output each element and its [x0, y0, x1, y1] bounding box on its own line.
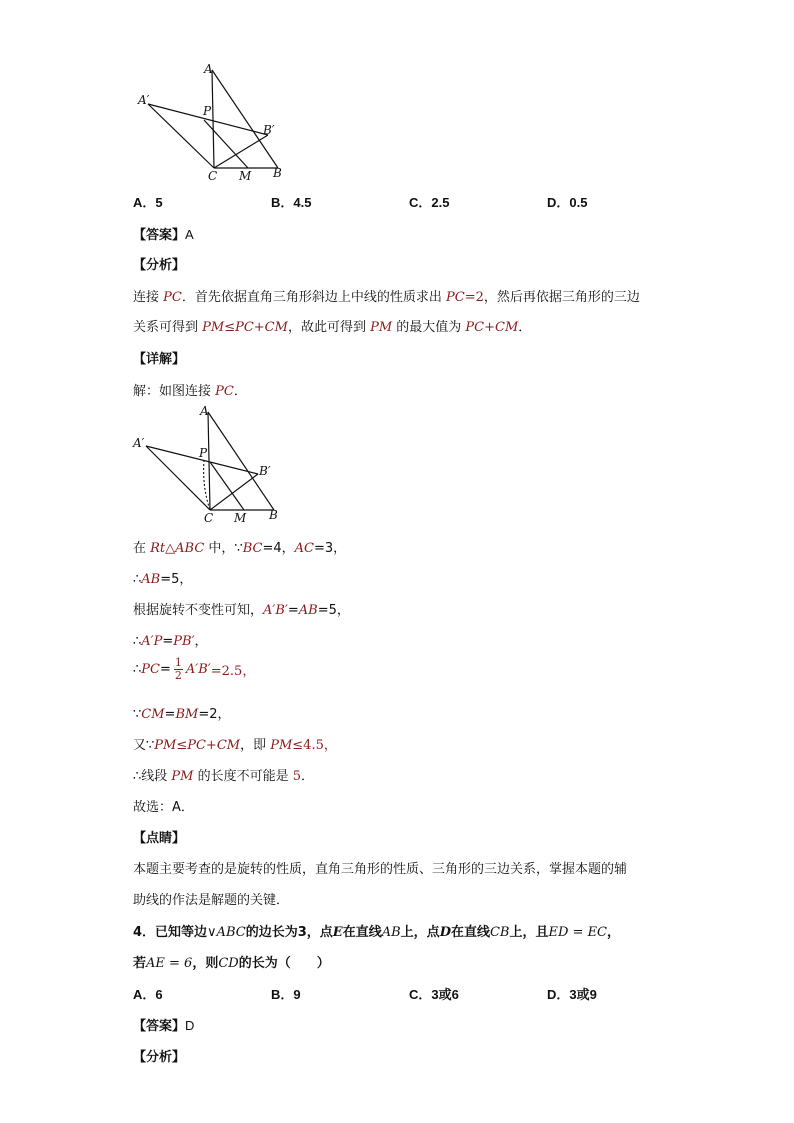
math: PM — [270, 738, 293, 753]
text: 连接 — [133, 290, 164, 305]
text: 上，点 — [400, 925, 440, 940]
label-B-prime: B′ — [259, 464, 271, 478]
text: 在 — [133, 541, 151, 556]
text: 在直线 — [450, 925, 490, 940]
label-B-prime: B′ — [263, 123, 275, 137]
text: = — [162, 634, 174, 649]
text: 根据旋转不变性可知， — [133, 603, 264, 618]
text: ∴线段 — [133, 769, 172, 784]
text: ∴ — [133, 662, 142, 677]
answer-tag: 【答案】 — [133, 1019, 186, 1034]
text: 的长为（ ） — [238, 956, 330, 971]
math: PC+CM — [465, 320, 519, 335]
q3-option-a: A．5 — [133, 195, 163, 210]
math: A′B′ — [185, 662, 211, 677]
detail-step-5 — [133, 657, 255, 682]
text: ．首先依据直角三角形斜边上中线的性质求出 — [181, 290, 446, 305]
answer-value: A — [185, 227, 194, 242]
text: ． — [233, 384, 247, 399]
fraction-denominator: 2 — [174, 669, 182, 682]
q3-option-c: C．2.5 — [409, 195, 450, 210]
text: 若 — [133, 956, 147, 971]
answer-value: D — [185, 1018, 195, 1033]
text: = — [287, 603, 299, 618]
math: PM≤PC+CM — [154, 738, 241, 753]
text: =2， — [198, 707, 231, 722]
detail-step-4 — [133, 630, 208, 649]
text: ． — [301, 769, 315, 784]
fraction-numerator: 1 — [174, 656, 182, 669]
analysis-tag-q4: 【分析】 — [133, 1050, 186, 1065]
text: 又∵ — [133, 738, 155, 753]
fraction-one-half — [174, 657, 183, 682]
q4-option-c: C．3或6 — [409, 987, 459, 1002]
text: 的长度不可能是 — [193, 769, 293, 784]
detail-step-8 — [133, 765, 314, 784]
math: AE = 6 — [146, 956, 193, 971]
detail-step-7 — [133, 734, 337, 753]
label-A-prime: A′ — [133, 436, 145, 450]
segment-CB' — [210, 474, 258, 510]
math: CM — [141, 707, 165, 722]
text: = — [159, 662, 171, 677]
text: ， — [194, 634, 208, 649]
math: PM — [171, 769, 194, 784]
text: 的边长为 — [245, 925, 298, 940]
q3-option-d: D．0.5 — [547, 195, 588, 210]
q4-stem-line-1 — [133, 921, 620, 940]
text: 4．已知等边 — [133, 925, 208, 940]
text: 的最大值为 — [392, 320, 466, 335]
math: 5 — [292, 769, 302, 784]
math: AB — [298, 603, 318, 618]
text: ∵ — [133, 707, 142, 722]
math: BM — [175, 707, 199, 722]
text: 关系可得到 — [133, 320, 203, 335]
math: =2.5， — [210, 664, 256, 679]
comment-tag: 【点睛】 — [133, 831, 186, 846]
label-B: B — [269, 508, 278, 522]
answer-line-q4 — [133, 1015, 194, 1034]
math: PC — [141, 662, 160, 677]
math: AC — [294, 541, 314, 556]
math: PC — [163, 290, 182, 305]
label-A-prime: A′ — [138, 93, 150, 107]
text: =5， — [317, 603, 350, 618]
label-A: A — [204, 62, 213, 76]
math: PM≤PC+CM — [202, 320, 288, 335]
text: ． — [518, 320, 532, 335]
analysis-line-2 — [133, 316, 531, 335]
math: PC — [445, 290, 465, 305]
q4-option-b: B．9 — [271, 987, 301, 1002]
text: 上，且 — [509, 925, 549, 940]
text: ∴ — [133, 634, 142, 649]
math: CB — [489, 925, 510, 940]
text: =5， — [160, 572, 193, 587]
math: PC — [215, 384, 234, 399]
detail-step-6 — [133, 703, 231, 722]
text: =4， — [262, 541, 295, 556]
label-B: B — [273, 166, 282, 180]
q4-option-a: A．6 — [133, 987, 163, 1002]
math: BC — [242, 541, 263, 556]
segment-AC — [212, 70, 214, 168]
text: =3， — [313, 541, 347, 556]
text: ，然后再依据三角形的三边 — [483, 290, 640, 305]
math: AB — [381, 925, 401, 940]
math: CD — [218, 956, 239, 971]
text: ，则 — [192, 956, 219, 971]
math: PB′ — [173, 634, 195, 649]
detail-tag: 【详解】 — [133, 352, 186, 367]
label-C: C — [208, 169, 218, 183]
answer-tag: 【答案】 — [133, 228, 186, 243]
answer-line-q3 — [133, 224, 194, 243]
math: ≤4.5， — [292, 738, 337, 753]
detail-conclusion: 故选：A． — [133, 800, 194, 815]
text: 解：如图连接 — [133, 384, 216, 399]
geometry-figure-2 — [128, 402, 298, 527]
analysis-tag: 【分析】 — [133, 258, 186, 273]
label-P: P — [203, 104, 212, 118]
math: A′P — [141, 634, 163, 649]
math: Rt△ABC — [150, 541, 205, 556]
text: 中，∵ — [204, 541, 243, 556]
text: ，故此可得到 — [287, 320, 371, 335]
text: ，即 — [240, 738, 271, 753]
math: D — [439, 925, 451, 940]
segment-AB — [208, 412, 274, 510]
text: 3 — [297, 925, 307, 940]
comment-line-2: 助线的作法是解题的关键． — [133, 893, 290, 908]
geometry-figure-1 — [130, 60, 300, 185]
label-M: M — [234, 511, 247, 525]
text: ，点 — [306, 925, 333, 940]
q4-option-d: D．3或9 — [547, 987, 597, 1002]
analysis-line-1 — [133, 286, 640, 305]
detail-step-2 — [133, 568, 192, 587]
q3-option-b: B．4.5 — [271, 195, 312, 210]
math: ∨ABC — [207, 925, 246, 940]
math: AB — [141, 572, 161, 587]
q4-stem-line-2 — [133, 952, 330, 971]
detail-intro — [133, 380, 247, 399]
text: = — [164, 707, 176, 722]
math: =2 — [464, 290, 484, 305]
segment-AB — [212, 70, 278, 168]
text: 在直线 — [342, 925, 382, 940]
text: ， — [607, 925, 621, 940]
label-C: C — [204, 511, 214, 525]
comment-line-1: 本题主要考查的是旋转的性质，直角三角形的性质、三角形的三边关系，掌握本题的辅 — [133, 862, 628, 877]
math: E — [332, 925, 343, 940]
detail-step-3 — [133, 599, 350, 618]
math: PM — [370, 320, 393, 335]
text: ∴ — [133, 572, 142, 587]
label-M: M — [239, 169, 252, 183]
detail-step-1 — [133, 537, 346, 556]
label-A: A — [200, 404, 209, 418]
math: ED = EC — [548, 925, 608, 940]
math: A′B′ — [263, 603, 288, 618]
label-P: P — [199, 446, 208, 460]
